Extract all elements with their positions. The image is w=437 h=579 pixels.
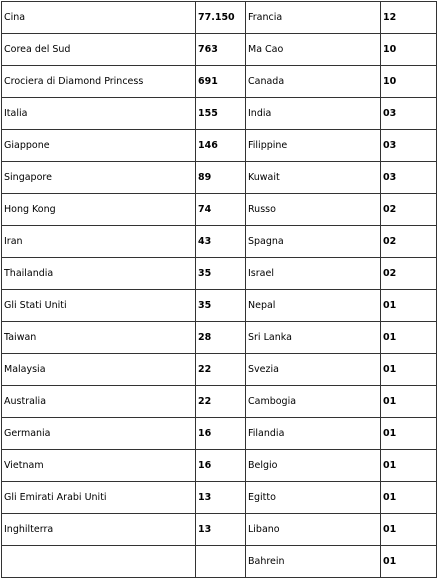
cases-right-cell: 12 xyxy=(381,2,437,34)
cases-left-cell: 74 xyxy=(196,194,246,226)
country-left-cell: Inghilterra xyxy=(2,514,196,546)
table-row xyxy=(2,386,437,418)
country-right-cell: Israel xyxy=(246,258,381,290)
table-row xyxy=(2,514,437,546)
country-left-cell: Gli Emirati Arabi Uniti xyxy=(2,482,196,514)
cases-left-cell: 22 xyxy=(196,354,246,386)
country-left-cell: Australia xyxy=(2,386,196,418)
country-right-cell: Sri Lanka xyxy=(246,322,381,354)
country-left-cell: Corea del Sud xyxy=(2,34,196,66)
country-right-cell: Ma Cao xyxy=(246,34,381,66)
cases-right-cell: 02 xyxy=(381,258,437,290)
cases-left-cell: 13 xyxy=(196,482,246,514)
country-right-cell: Russo xyxy=(246,194,381,226)
country-right-cell: Filippine xyxy=(246,130,381,162)
country-left-cell: Cina xyxy=(2,2,196,34)
country-left-cell: Gli Stati Uniti xyxy=(2,290,196,322)
country-right-cell: Kuwait xyxy=(246,162,381,194)
cases-right-cell: 10 xyxy=(381,66,437,98)
cases-left-cell xyxy=(196,546,246,578)
table-row xyxy=(2,418,437,450)
cases-right-cell: 01 xyxy=(381,354,437,386)
country-left-cell: Iran xyxy=(2,226,196,258)
cases-left-cell: 89 xyxy=(196,162,246,194)
country-left-cell: Singapore xyxy=(2,162,196,194)
cases-right-cell: 01 xyxy=(381,546,437,578)
cases-left-cell: 77.150 xyxy=(196,2,246,34)
cases-right-cell: 02 xyxy=(381,226,437,258)
cases-right-cell: 03 xyxy=(381,162,437,194)
country-right-cell: Nepal xyxy=(246,290,381,322)
country-left-cell: Hong Kong xyxy=(2,194,196,226)
table-row xyxy=(2,482,437,514)
cases-right-cell: 01 xyxy=(381,482,437,514)
cases-right-cell: 01 xyxy=(381,322,437,354)
country-right-cell: Belgio xyxy=(246,450,381,482)
table-row xyxy=(2,546,437,578)
country-left-cell: Taiwan xyxy=(2,322,196,354)
cases-right-cell: 01 xyxy=(381,514,437,546)
table-row xyxy=(2,226,437,258)
cases-left-cell: 28 xyxy=(196,322,246,354)
country-left-cell: Malaysia xyxy=(2,354,196,386)
country-right-cell: Egitto xyxy=(246,482,381,514)
cases-left-cell: 155 xyxy=(196,98,246,130)
cases-left-cell: 43 xyxy=(196,226,246,258)
country-left-cell: Germania xyxy=(2,418,196,450)
table-row xyxy=(2,34,437,66)
cases-right-cell: 10 xyxy=(381,34,437,66)
country-left-cell: Italia xyxy=(2,98,196,130)
country-left-cell: Giappone xyxy=(2,130,196,162)
country-right-cell: Svezia xyxy=(246,354,381,386)
country-left-cell: Crociera di Diamond Princess xyxy=(2,66,196,98)
cases-right-cell: 03 xyxy=(381,98,437,130)
country-right-cell: Libano xyxy=(246,514,381,546)
country-right-cell: Filandia xyxy=(246,418,381,450)
cases-left-cell: 16 xyxy=(196,450,246,482)
table-row xyxy=(2,2,437,34)
cases-right-cell: 01 xyxy=(381,386,437,418)
table-row xyxy=(2,354,437,386)
cases-left-cell: 763 xyxy=(196,34,246,66)
cases-right-cell: 01 xyxy=(381,290,437,322)
table-row xyxy=(2,66,437,98)
cases-left-cell: 691 xyxy=(196,66,246,98)
cases-left-cell: 35 xyxy=(196,290,246,322)
country-left-cell: Vietnam xyxy=(2,450,196,482)
table-row xyxy=(2,450,437,482)
cases-left-cell: 22 xyxy=(196,386,246,418)
country-right-cell: Francia xyxy=(246,2,381,34)
cases-left-cell: 35 xyxy=(196,258,246,290)
table-row xyxy=(2,194,437,226)
cases-left-cell: 13 xyxy=(196,514,246,546)
table-row xyxy=(2,98,437,130)
cases-left-cell: 16 xyxy=(196,418,246,450)
table-row xyxy=(2,130,437,162)
cases-by-country-table xyxy=(1,1,437,578)
country-right-cell: India xyxy=(246,98,381,130)
country-right-cell: Canada xyxy=(246,66,381,98)
table-row xyxy=(2,290,437,322)
table-body xyxy=(2,2,437,578)
country-right-cell: Cambogia xyxy=(246,386,381,418)
country-left-cell: Thailandia xyxy=(2,258,196,290)
table-row xyxy=(2,322,437,354)
country-right-cell: Bahrein xyxy=(246,546,381,578)
cases-right-cell: 01 xyxy=(381,418,437,450)
cases-right-cell: 03 xyxy=(381,130,437,162)
table-row xyxy=(2,258,437,290)
cases-left-cell: 146 xyxy=(196,130,246,162)
country-right-cell: Spagna xyxy=(246,226,381,258)
table-row xyxy=(2,162,437,194)
country-left-cell xyxy=(2,546,196,578)
cases-right-cell: 01 xyxy=(381,450,437,482)
cases-right-cell: 02 xyxy=(381,194,437,226)
